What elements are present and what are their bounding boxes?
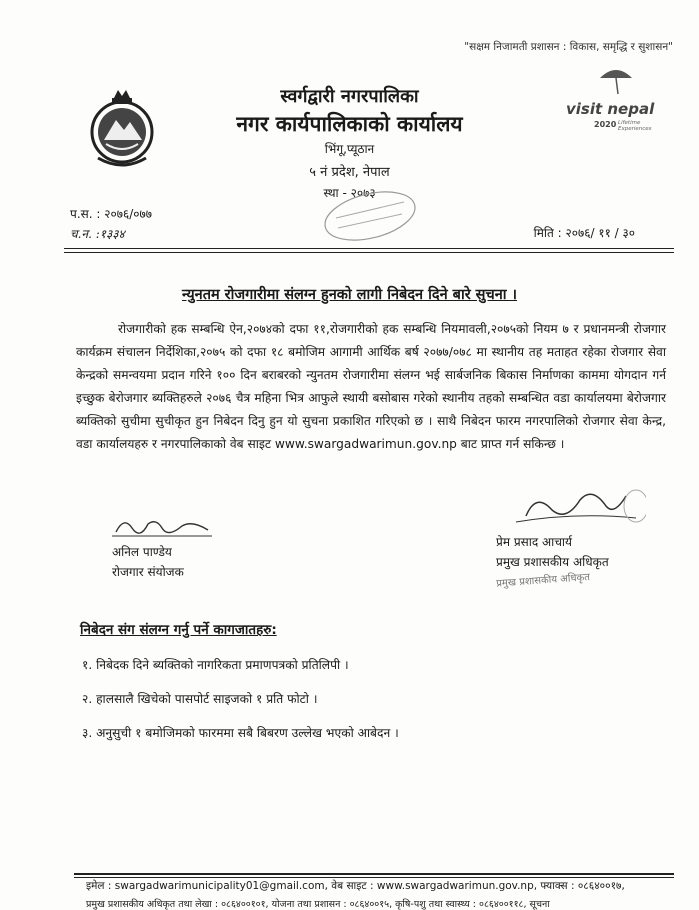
signature-scribble bbox=[496, 482, 646, 528]
established-year: स्था - २०७३ bbox=[323, 186, 376, 200]
signature-block-right bbox=[495, 482, 656, 590]
address-line-1: भिंगू,प्यूठान bbox=[324, 142, 375, 156]
signatory-right-stamp: प्रमुख प्रशासकीय अधिकृत bbox=[495, 572, 591, 590]
visit-nepal-tagline: Lifetime Experiences bbox=[618, 120, 652, 132]
dispatch-stamp-icon bbox=[320, 188, 420, 248]
document-item: २. हालसालै खिचेको पासपोर्ट साइजको १ प्रति फोटो । bbox=[82, 692, 318, 706]
signatory-left-title: रोजगार संयोजक bbox=[112, 565, 184, 579]
signatory-right-title: प्रमुख प्रशासकीय अधिकृत bbox=[496, 555, 609, 569]
office-name: नगर कार्यपालिकाको कार्यालय bbox=[236, 112, 463, 136]
document-item: १. निबेदक दिने ब्यक्तिको नागरिकता प्रमाणपत्रको प्रतिलिपी । bbox=[82, 658, 349, 672]
letter-date: मिति : २०७६/ ११ / ३० bbox=[533, 226, 635, 240]
signatory-right-name: प्रेम प्रसाद आचार्य bbox=[496, 535, 573, 549]
municipality-name: स्वर्गद्वारी नगरपालिका bbox=[280, 86, 419, 107]
dispatch-number: च.न. :१३३४ bbox=[70, 227, 125, 241]
footer-phones: प्रमुख प्रशासकीय अधिकृत तथा लेखा : ०८६४००१०१, योजना तथा प्रशासन : ०८६४००१५, कृषि-पशु तथा स्वास्थ्य : ०८६४००११८, सूचना bbox=[86, 899, 550, 910]
address-line-2: ५ नं प्रदेश, नेपाल bbox=[309, 165, 390, 180]
signature-scribble bbox=[112, 514, 212, 538]
visit-nepal-text: visit nepal bbox=[566, 100, 655, 118]
signature-block-left bbox=[112, 514, 232, 582]
document-item: ३. अनुसुची १ बमोजिमको फारममा सबै बिबरण उल्लेख भएको आबेदन । bbox=[82, 726, 399, 740]
notice-subject-text: न्युनतम रोजगारीमा संलग्न हुनको लागी निबेदन दिने बारे सुचना । bbox=[181, 287, 518, 303]
reference-number: प.स. : २०७६/०७७ bbox=[70, 207, 152, 221]
signatory-left-name: अनिल पाण्डेय bbox=[112, 545, 172, 559]
header-divider bbox=[64, 248, 674, 249]
footer-divider-thin bbox=[74, 877, 674, 878]
notice-subject bbox=[0, 284, 699, 304]
notice-body: रोजगारीको हक सम्बन्धि ऐन,२०७४को दफा ११,रोजगारीको हक सम्बन्धि नियमावली,२०७५को नियम ७ र प्रधानमन्त्री रोजगार कार्यक्रम संचालन निर्देशिका,२०७५ को दफा १८ बमोजिम आगामी आर्थिक बर्ष २०७७/०७८ मा स्थानीय तह मताहत रहेका रोजगार सेवा केन्द्रको समन्वयमा प्रदान गरिने १०० दिन बराबरको न्युनतम रोजगारीमा संलग्न भई सार्बजनिक बिकास निर्माणका काममा योगदान गर्न इच्छुक बेरोजगार ब्यक्तिहरुले २०७६ चैत्र महिना भित्र आफुले स्थायी बसोबास गरेको स्थानीय तहको सम्बन्धित वडा कार्यालयमा बेरोजगार ब्यक्तिको सुचीमा सुचीकृत हुन निबेदन दिनु हुन यो सुचना प्रकाशित गरिएको छ । साथै निबेदन फारम नगरपालिको रोजगार सेवा केन्द्र, वडा कार्यालयहरु र नगरपालिकाको वेब साइट www.swargadwarimun.gov.np बाट प्राप्त गर्न सकिन्छ । bbox=[76, 322, 666, 451]
footer-divider bbox=[74, 873, 674, 875]
slogan-text: "सक्षम निजामती प्रशासन : विकास, समृद्धि र सुशासन" bbox=[464, 41, 673, 53]
visit-nepal-year: 2020 bbox=[594, 120, 617, 129]
documents-heading: निबेदन संग संलग्न गर्नु पर्ने कागजातहरु: bbox=[80, 622, 277, 638]
header-divider-thin bbox=[64, 252, 674, 253]
footer-contact: इमेल : swargadwarimunicipality01@gmail.com, वेब साइट : www.swargadwarimun.gov.np, फ्याक्स : ०८६४००१७, bbox=[86, 880, 625, 892]
